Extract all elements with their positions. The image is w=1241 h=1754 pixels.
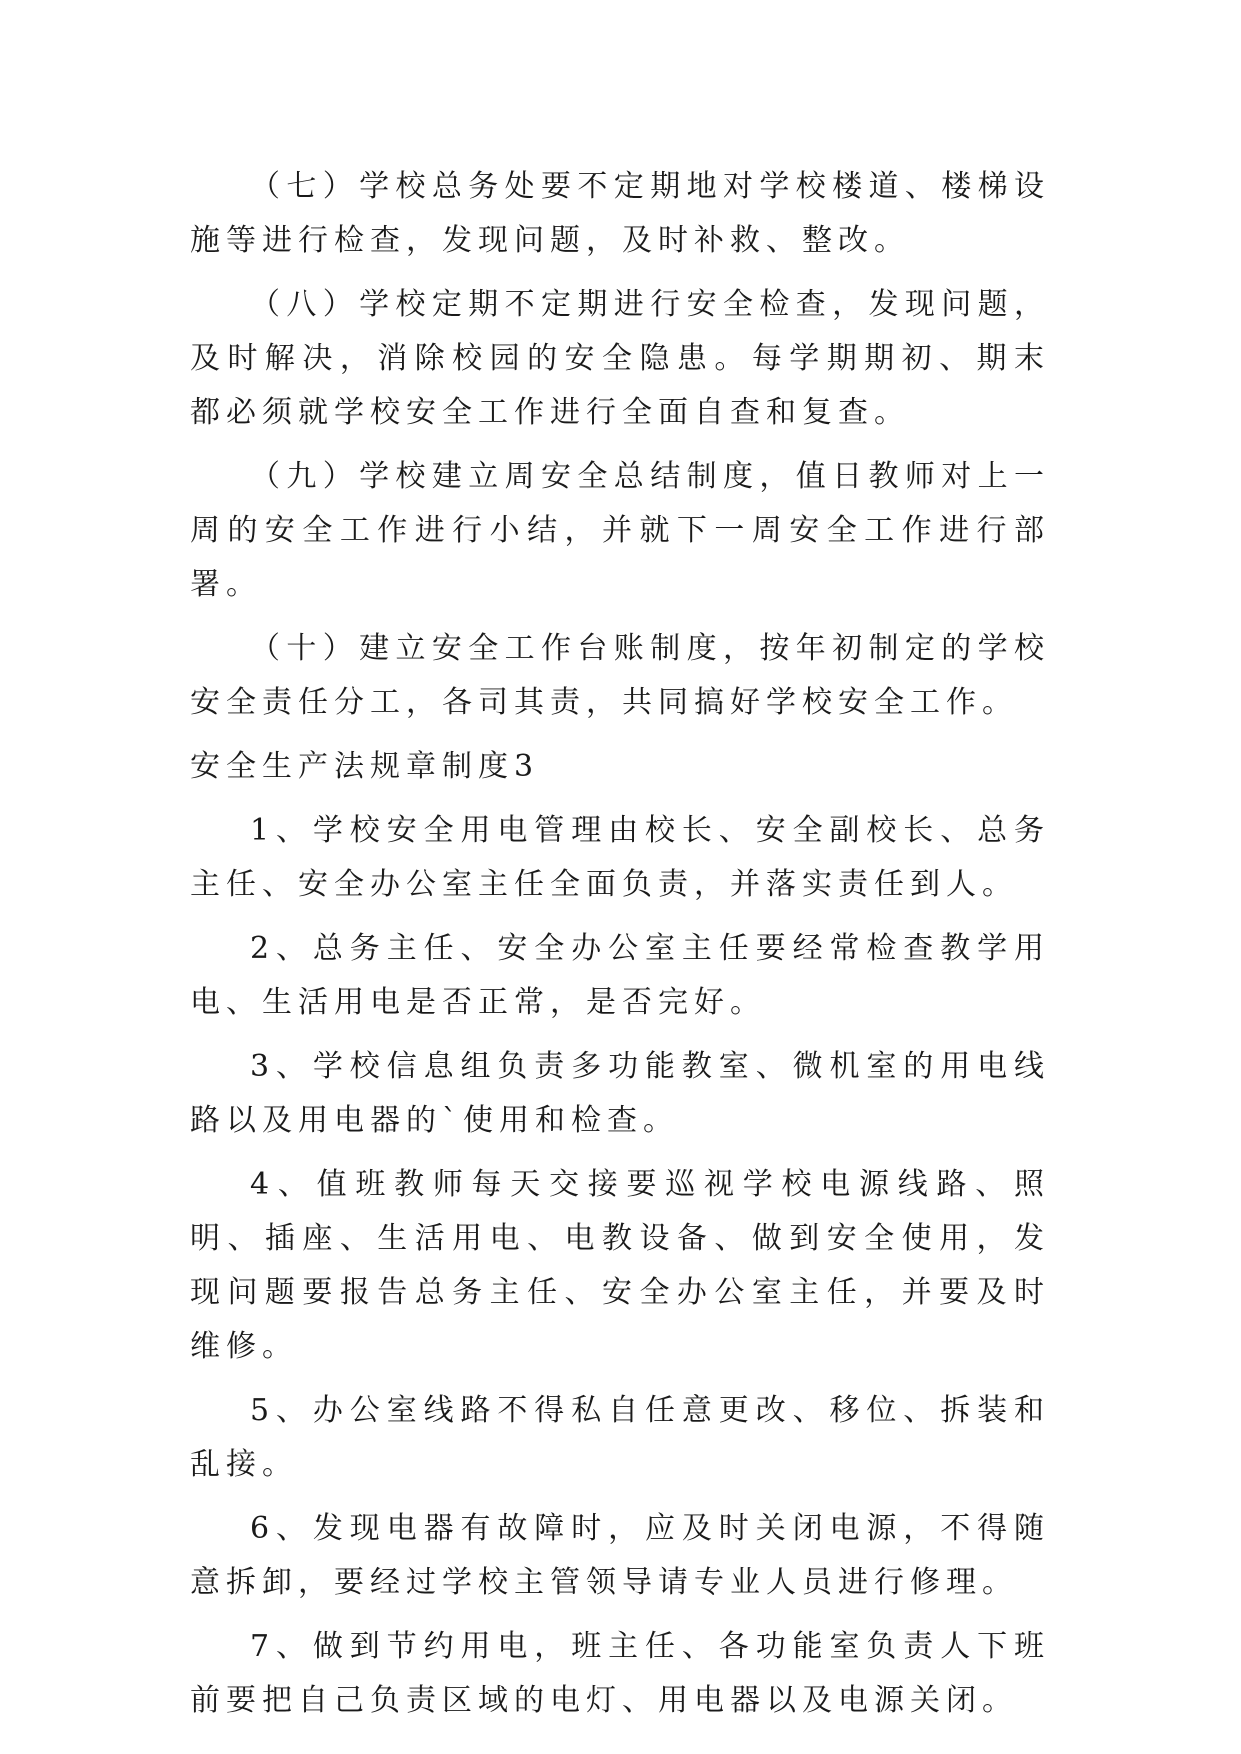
paragraph-7: （七）学校总务处要不定期地对学校楼道、楼梯设施等进行检查，发现问题，及时补救、整改。 bbox=[190, 169, 1050, 258]
paragraph-10: （十）建立安全工作台账制度，按年初制定的学校安全责任分工，各司其责，共同搞好学校安全工作。 bbox=[190, 631, 1050, 720]
rule-4: 4、值班教师每天交接要巡视学校电源线路、照明、插座、生活用电、电教设备、做到安全使用，发现问题要报告总务主任、安全办公室主任，并要及时维修。 bbox=[190, 1167, 1050, 1364]
rule-7: 7、做到节约用电，班主任、各功能室负责人下班前要把自己负责区域的电灯、用电器以及电源关闭。 bbox=[190, 1629, 1050, 1718]
rule-2: 2、总务主任、安全办公室主任要经常检查教学用电、生活用电是否正常，是否完好。 bbox=[190, 931, 1050, 1020]
paragraph-9: （九）学校建立周安全总结制度，值日教师对上一周的安全工作进行小结，并就下一周安全工作进行部署。 bbox=[190, 459, 1050, 602]
rule-6: 6、发现电器有故障时，应及时关闭电源，不得随意拆卸，要经过学校主管领导请专业人员进行修理。 bbox=[190, 1511, 1050, 1600]
rule-5: 5、办公室线路不得私自任意更改、移位、拆装和乱接。 bbox=[190, 1393, 1050, 1482]
paragraph-8: （八）学校定期不定期进行安全检查，发现问题，及时解决，消除校园的安全隐患。每学期期初、期末都必须就学校安全工作进行全面自查和复查。 bbox=[190, 287, 1050, 430]
rule-1: 1、学校安全用电管理由校长、安全副校长、总务主任、安全办公室主任全面负责，并落实责任到人。 bbox=[190, 813, 1050, 902]
section-title: 安全生产法规章制度3 bbox=[190, 749, 540, 784]
document-page bbox=[190, 160, 1050, 1738]
rule-3: 3、学校信息组负责多功能教室、微机室的用电线路以及用电器的`使用和检查。 bbox=[190, 1049, 1050, 1138]
